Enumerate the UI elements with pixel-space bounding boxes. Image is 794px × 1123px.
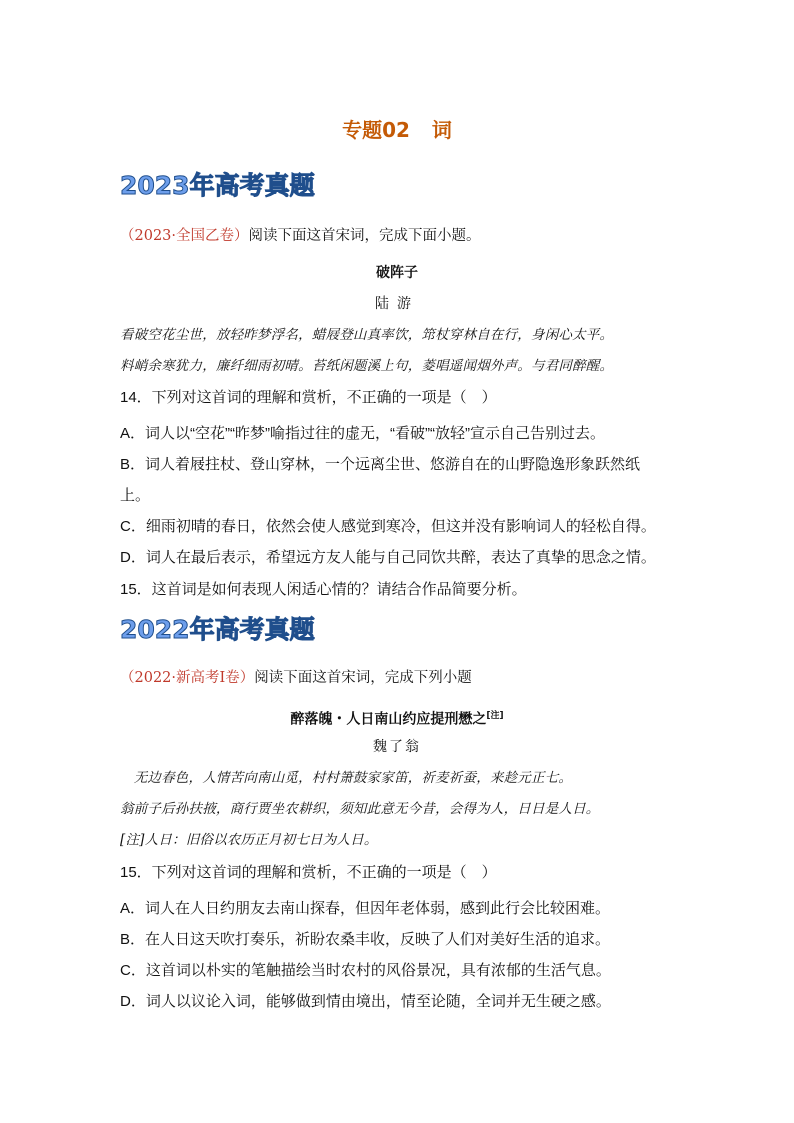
question-intro: [120, 226, 481, 246]
poem-line: 看破空花尘世，放轻昨梦浮名，蜡屐登山真率饮，筇杖穿林自在行，身闲心太平。: [120, 327, 614, 343]
poem-line: 料峭余寒犹力，廉纤细雨初晴。苔纸闲题溪上句，菱唱遥闻烟外声。与君同醉醒。: [120, 358, 614, 374]
option-b: B．在人日这天吹打奏乐，祈盼农桑丰收，反映了人们对美好生活的追求。: [120, 931, 611, 948]
option-a: A．词人在人日约朋友去南山探春，但因年老体弱，感到此行会比较困难。: [120, 900, 611, 917]
option-c: C．这首词以朴实的笔触描绘当时农村的风俗景况，具有浓郁的生活气息。: [120, 962, 611, 979]
document-title: [0, 114, 794, 143]
section-heading-2022: 2022年高考真题: [120, 615, 315, 644]
question-15: 15．这首词是如何表现人闲适心情的？请结合作品简要分析。: [120, 581, 527, 598]
question-14: 14．下列对这首词的理解和赏析，不正确的一项是（ ）: [120, 389, 497, 406]
poem-author: 陆游: [375, 296, 419, 312]
poem-author: 魏了翁: [373, 739, 421, 755]
option-a: A．词人以“空花”“昨梦”喻指过往的虚无，“看破”“放轻”宣示自己告别过去。: [120, 425, 605, 442]
source-tag: （2022·新高考Ⅰ卷）: [120, 670, 255, 686]
option-c: C．细雨初晴的春日，依然会使人感觉到寒冷，但这并没有影响词人的轻松自得。: [120, 518, 656, 535]
footnote-marker: [注]: [486, 711, 504, 721]
poem-title: 破阵子: [376, 265, 418, 281]
option-d: D．词人以议论入词，能够做到情由境出，情至论随，全词并无生硬之感。: [120, 993, 611, 1010]
option-b-continued: 上。: [120, 487, 151, 504]
source-tag: （2023·全国乙卷）: [120, 228, 249, 244]
poem-line: 无边春色，人情苦向南山觅，村村箫鼓家家笛，祈麦祈蚕，来趁元正七。: [120, 770, 573, 786]
intro-text: 阅读下面这首宋词，完成下列小题: [254, 670, 472, 686]
section-heading-2023: 2023年高考真题: [120, 171, 315, 200]
intro-text: 阅读下面这首宋词，完成下面小题。: [248, 228, 481, 244]
poem-line: 翁前子后孙扶掖，商行贾坐农耕织，须知此意无今昔，会得为人，日日是人日。: [120, 801, 600, 817]
title-word: 词: [431, 118, 452, 142]
title-prefix: 专题02: [342, 118, 410, 142]
question-15: 15．下列对这首词的理解和赏析，不正确的一项是（ ）: [120, 864, 497, 881]
option-d: D．词人在最后表示，希望远方友人能与自己同饮共醉，表达了真挚的思念之情。: [120, 549, 656, 566]
poem-title: 醉落魄・人日南山约应提刑懋之[注]: [290, 711, 504, 728]
question-intro: [120, 668, 472, 688]
footnote: [注]人日：旧俗以农历正月初七日为人日。: [120, 832, 378, 848]
option-b: B．词人着屐拄杖、登山穿林，一个远离尘世、悠游自在的山野隐逸形象跃然纸: [120, 456, 641, 473]
